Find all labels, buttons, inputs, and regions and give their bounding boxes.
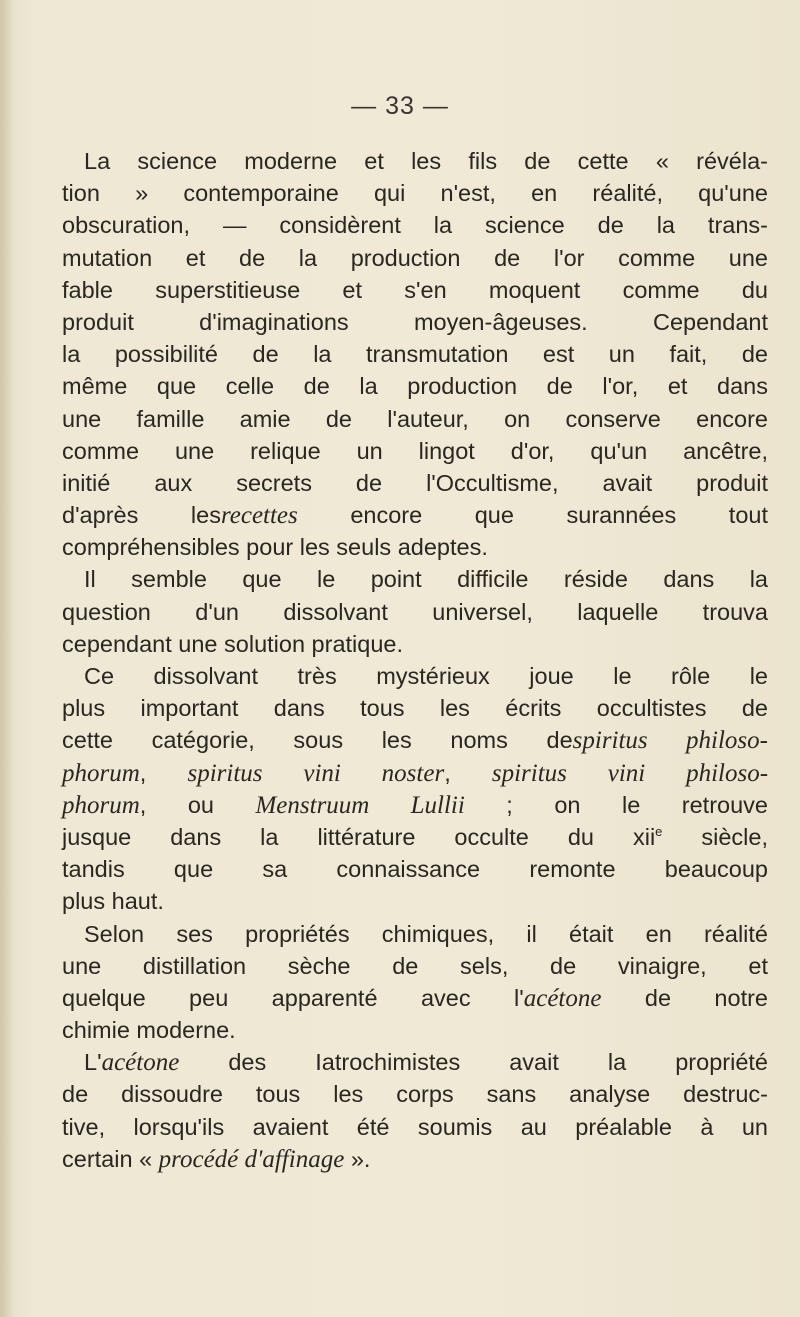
text-line — [62, 789, 768, 821]
text-line — [62, 660, 768, 692]
italic-term: procédé d'affinage — [158, 1145, 345, 1173]
italic-term: Menstruum Lullii — [255, 791, 465, 819]
text-segment: compréhensibles pour les seuls adeptes. — [62, 534, 488, 561]
italic-term: phorum — [62, 759, 140, 787]
text-segment: d'après les — [62, 502, 221, 529]
text-line — [62, 982, 768, 1014]
text-segment: tive, lorsqu'ils avaient été soumis au préalable à un — [62, 1113, 768, 1140]
text-line — [62, 885, 768, 917]
text-segment: cependant une solution pratique. — [62, 630, 404, 657]
text-line — [62, 274, 768, 306]
text-line — [62, 950, 768, 982]
text-line — [62, 145, 768, 177]
text-segment: une famille amie de l'auteur, on conserve encore — [62, 405, 768, 432]
text-segment: cette catégorie, sous les noms de — [62, 727, 573, 754]
text-line — [62, 177, 768, 209]
italic-term: acétone — [101, 1049, 180, 1077]
text-segment: chimie moderne. — [62, 1017, 236, 1044]
text-segment: Il semble que le point difficile réside dans la — [84, 566, 768, 593]
text-segment: produit d'imaginations moyen-âgeuses. Cependant — [62, 308, 768, 335]
text-line — [62, 403, 768, 435]
text-line — [62, 596, 768, 628]
text-segment: des Iatrochimistes avait la propriété — [179, 1049, 768, 1076]
text-segment: obscuration, — considèrent la science de la trans- — [62, 212, 768, 239]
italic-term: acétone — [523, 984, 602, 1012]
text-segment: ». — [344, 1145, 371, 1172]
text-line — [62, 306, 768, 338]
text-line — [62, 435, 768, 467]
text-segment: siècle, — [662, 823, 769, 850]
text-line — [62, 531, 768, 563]
text-segment: La science moderne et les fils de cette « révéla- — [84, 148, 768, 174]
page-number: — 33 — — [351, 92, 449, 120]
text-segment: la possibilité de la transmutation est un fait, de — [62, 341, 768, 368]
text-segment: jusque dans la littérature occulte du xii — [62, 823, 656, 850]
text-line — [62, 821, 768, 853]
text-line — [62, 724, 768, 756]
text-line — [62, 1143, 768, 1175]
italic-term: recettes — [220, 502, 298, 530]
text-line — [62, 692, 768, 724]
text-segment: L' — [84, 1049, 102, 1076]
text-line — [62, 1046, 768, 1078]
text-line — [62, 338, 768, 370]
text-line — [62, 467, 768, 499]
text-line — [62, 370, 768, 402]
text-segment: plus haut. — [62, 888, 164, 915]
text-line — [62, 853, 768, 885]
text-segment: de dissoudre tous les corps sans analyse destruc- — [62, 1081, 768, 1108]
text-segment: Ce dissolvant très mystérieux joue le rôle le — [84, 663, 768, 689]
text-line — [62, 1078, 768, 1110]
text-segment: tandis que sa connaissance remonte beaucoup — [62, 856, 768, 883]
text-line — [62, 499, 768, 531]
text-line — [62, 209, 768, 241]
text-segment: , ou — [139, 791, 256, 818]
text-segment: comme une relique un lingot d'or, qu'un ancêtre, — [62, 437, 768, 464]
italic-term: spiritus philoso- — [572, 727, 768, 755]
text-segment: une distillation sèche de sels, de vinaigre, et — [62, 952, 768, 979]
text-segment: Selon ses propriétés chimiques, il était en réalité — [84, 920, 768, 947]
text-segment: quelque peu apparenté avec l' — [62, 984, 524, 1011]
text-segment: , — [139, 759, 188, 786]
text-segment: mutation et de la production de l'or comme une — [62, 244, 768, 271]
text-segment: même que celle de la production de l'or, et dans — [62, 373, 768, 400]
text-line — [62, 757, 768, 789]
text-segment: , — [444, 759, 492, 786]
superscript: e — [655, 824, 663, 840]
body-text — [62, 145, 768, 1175]
text-segment: de notre — [601, 984, 768, 1011]
text-segment: certain « — [62, 1145, 159, 1172]
page-edge-shadow — [0, 0, 14, 1317]
text-line — [62, 242, 768, 274]
text-segment: encore que surannées tout — [297, 502, 768, 529]
text-segment: plus important dans tous les écrits occultistes de — [62, 695, 768, 722]
text-segment: fable superstitieuse et s'en moquent comme du — [62, 276, 768, 303]
italic-term: phorum — [62, 791, 140, 819]
text-segment: ; on le retrouve — [464, 791, 768, 818]
text-segment: question d'un dissolvant universel, laquelle trouva — [62, 598, 768, 625]
italic-term: spiritus vini philoso- — [491, 759, 769, 787]
text-line — [62, 1014, 768, 1046]
text-line — [62, 1111, 768, 1143]
text-segment: tion » contemporaine qui n'est, en réalité, qu'une — [62, 180, 768, 207]
italic-term: spiritus vini noster — [187, 759, 445, 787]
text-segment: initié aux secrets de l'Occultisme, avait produit — [62, 469, 768, 496]
text-line — [62, 628, 768, 660]
text-line — [62, 918, 768, 950]
text-line — [62, 563, 768, 595]
